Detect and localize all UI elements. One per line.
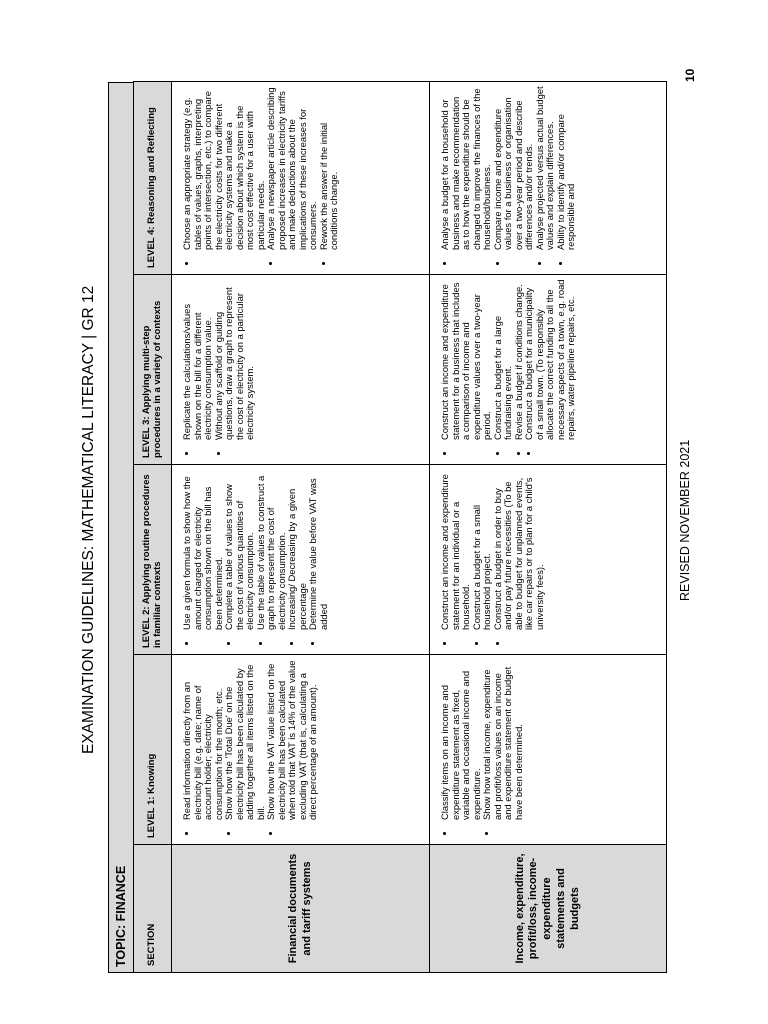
finance-guidelines-table	[133, 81, 667, 973]
list-item: • Choose an appropriate strategy (e.g. tables of values, graphs, interpreting points of intersection, etc.) to compare the electricity costs for two different electricity systems and make a decision about which system is the most cost effective for a user with particular needs.	[182, 86, 266, 252]
finance-table-container	[108, 82, 667, 973]
column-header-section: SECTION	[134, 845, 172, 973]
list-item: • Rework the answer if the initial conditions change.	[319, 86, 340, 252]
level4-cell	[172, 82, 430, 275]
topic-title: TOPIC: FINANCE	[108, 82, 133, 973]
section-name: Financial documents and tariff systems	[172, 845, 430, 973]
list-item: • Construct a budget in order to buy and/or pay future necessities (To be able to budget for unplanned events, like car repairs or to plan for a child's university fees).	[493, 469, 546, 632]
list-item: • Replicate the calculations/values shown on the bill for a different electricity consumption value.	[182, 279, 214, 442]
table-row	[430, 82, 667, 973]
list-item: • Show how total income, expenditure and profit/loss values on an income and expenditure statement or budget have been determined.	[482, 659, 524, 822]
column-header-level2: LEVEL 2: Applying routine procedures in familiar contexts	[134, 465, 172, 655]
list-item: • Use a given formula to show how the amount charged for electricity consumption shown on the bill has been determined.	[182, 469, 224, 632]
list-item: • Revise a budget if conditions change.	[514, 279, 525, 442]
list-item: • Determine the value before VAT was added	[308, 469, 329, 632]
bullet-list	[440, 469, 545, 652]
list-item: • Compare income and expenditure values for a business or organisation over a two-year period and describe differences and/or trends.	[493, 86, 535, 252]
list-item: • Without any scaffold or guiding questions, draw a graph to represent the cost of electricity on a particular electricity system.	[214, 279, 256, 442]
list-item: • Analyse a budget for a household or business and make recommendation as to how the expenditure should be changed to improve the finances of the household/business.	[440, 86, 493, 252]
list-item: • Analyse a newspaper article describing proposed increases in electricity tariffs and make deductions about the implications of these increases for consumers.	[266, 86, 319, 252]
list-item: • Increasing/ Decreasing by a given percentage	[287, 469, 308, 632]
page-footer: REVISED NOVEMBER 2021	[678, 439, 692, 601]
list-item: • Classify items on an income and expenditure statement as fixed, variable and occasional income and expenditure.	[440, 659, 482, 822]
column-header-level1: LEVEL 1: Knowing	[134, 655, 172, 845]
level3-cell	[430, 275, 667, 465]
list-item: • Show how the 'Total Due' on the electricity bill has been calculated by adding together all items listed on the bill.	[224, 659, 266, 822]
bullet-list	[440, 279, 577, 462]
list-item: • Construct an income and expenditure statement for a business that includes a comparison of income and expenditure values over a two-year period.	[440, 279, 493, 442]
list-item: • Ability to identify and/or compare responsible and	[556, 86, 577, 252]
level3-cell	[172, 275, 430, 465]
level2-cell	[172, 465, 430, 655]
level4-cell	[430, 82, 667, 275]
list-item: • Construct a budget for a municipality of a small town. (To responsibly allocate the correct funding to all the necessary aspects of a town, e.g. road repairs, water pipeline repairs, etc.	[524, 279, 577, 442]
list-item: • Construct a budget for a large fundraising event.	[493, 279, 514, 442]
column-header-level4: LEVEL 4: Reasoning and Reflecting	[134, 82, 172, 275]
rotated-table-wrapper	[108, 82, 667, 973]
bullet-list	[182, 279, 256, 462]
bullet-list	[182, 469, 329, 652]
bullet-list	[182, 659, 319, 842]
table-row	[172, 82, 430, 973]
table-header-row	[134, 82, 172, 973]
column-header-level3: LEVEL 3: Applying multi-step procedures in a variety of contexts	[134, 275, 172, 465]
bullet-list	[440, 659, 524, 842]
list-item: • Read information directly from an electricity bill (e.g. date; name of account holder; electricity consumption for the month; etc.	[182, 659, 224, 822]
page-header: EXAMINATION GUIDELINES: MATHEMATICAL LITERACY | GR 12	[80, 285, 97, 755]
bullet-list	[440, 86, 577, 272]
list-item: • Complete a table of values to show the cost of various quantities of electricity consumption.	[224, 469, 256, 632]
list-item: • Use the table of values to construct a graph to represent the cost of electricity consumption.	[256, 469, 288, 632]
list-item: • Construct a budget for a small household project.	[472, 469, 493, 632]
level1-cell	[430, 655, 667, 845]
list-item: • Construct an income and expenditure statement for an individual or a household.	[440, 469, 472, 632]
bullet-list	[182, 86, 340, 272]
list-item: • Analyse projected versus actual budget values and explain differences.	[535, 86, 556, 252]
list-item: • Show how the VAT value listed on the electricity bill has been calculated when told that VAT is 14% of the value excluding VAT (that is, calculating a direct percentage of an amount).	[266, 659, 319, 822]
level1-cell	[172, 655, 430, 845]
page-number: 10	[683, 68, 697, 82]
level2-cell	[430, 465, 667, 655]
section-name: Income, expenditure, profit/loss, income-expenditure statements and budgets	[430, 845, 667, 973]
